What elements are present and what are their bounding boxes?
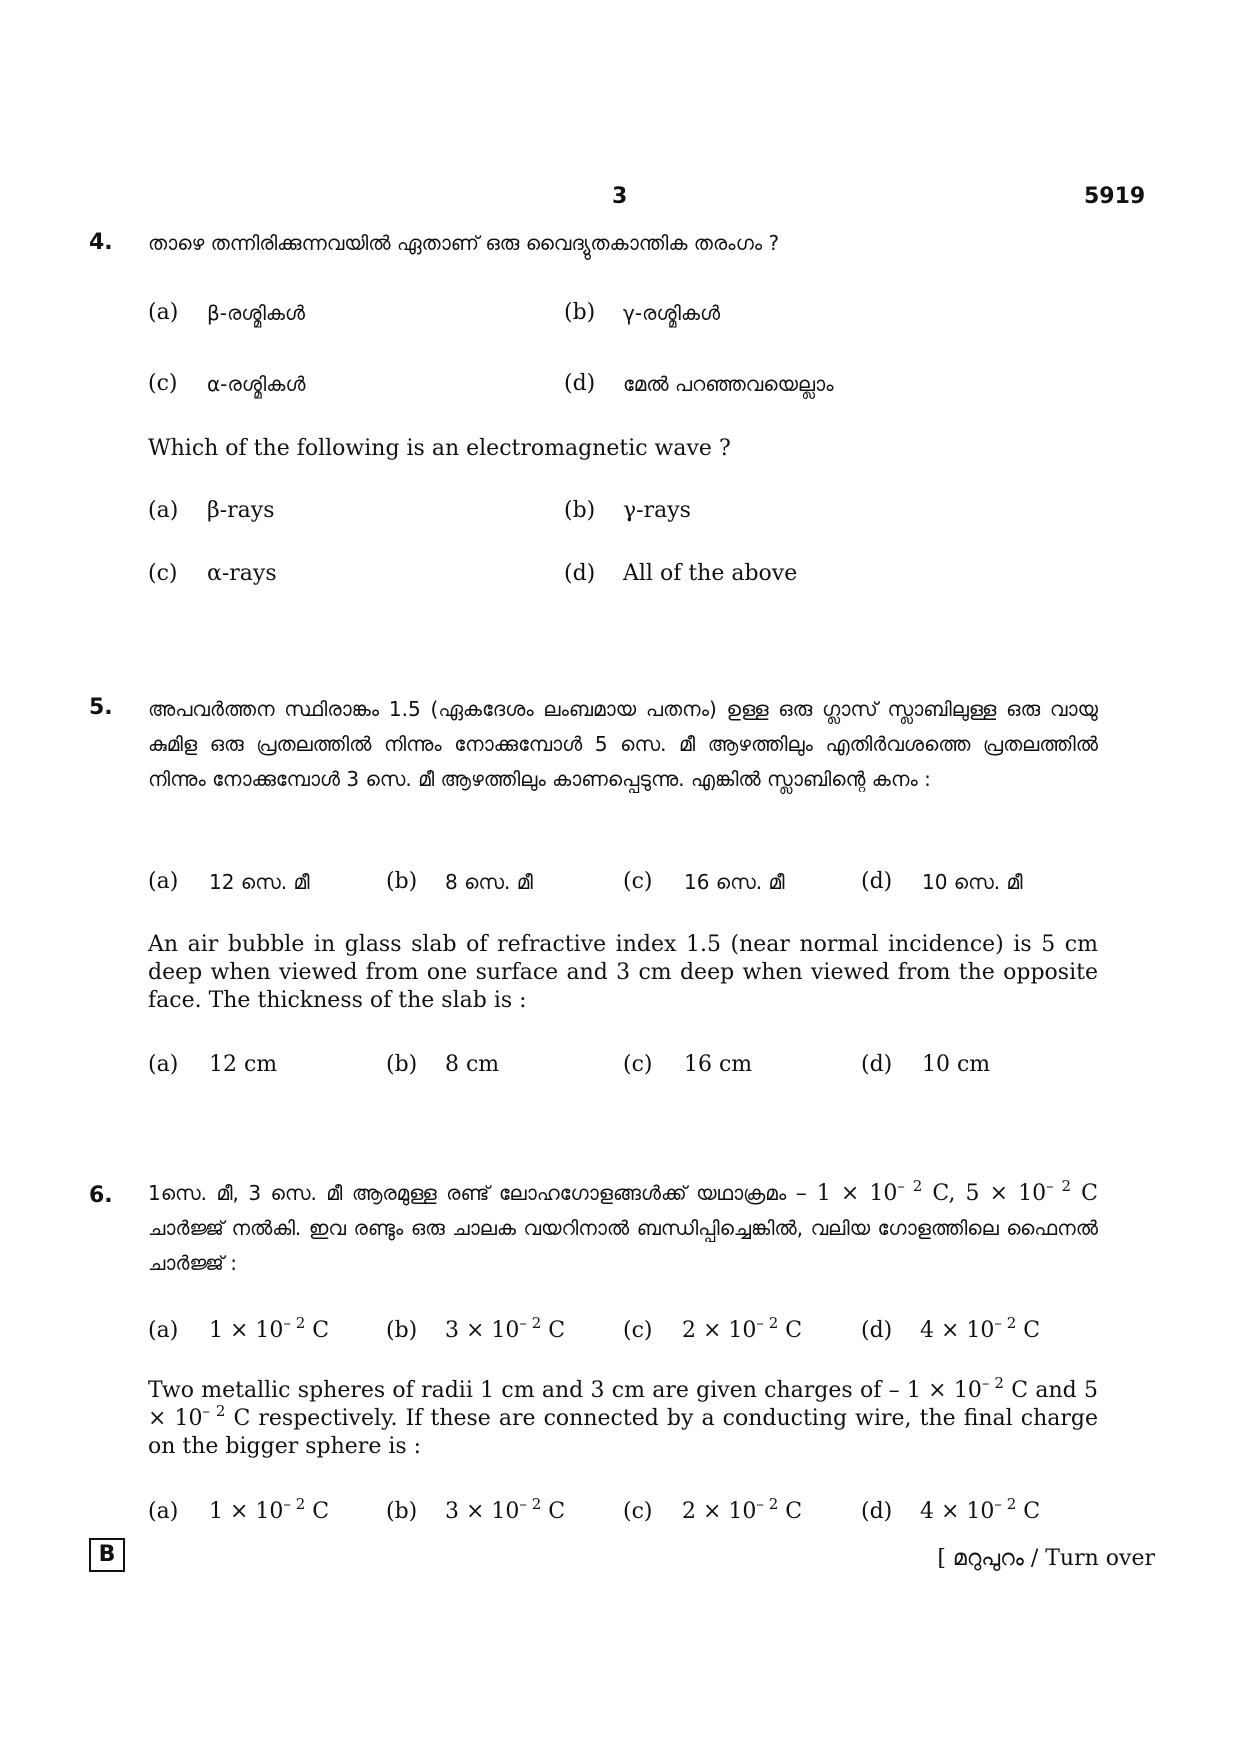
question-text-en: Which of the following is an electromagnetic wave ? xyxy=(148,436,731,461)
turn-over-label: [ മറുപുറം / Turn over xyxy=(937,1546,1155,1571)
option-label: (a) xyxy=(148,1499,179,1524)
page-number: 3 xyxy=(612,184,628,209)
option-label: (a) xyxy=(148,300,179,325)
option-label: (d) xyxy=(564,371,596,396)
exponent: – 2 xyxy=(897,1177,923,1195)
option-label: (b) xyxy=(386,1499,418,1524)
question-text-ml-part: 1സെ. മീ, 3 സെ. മീ ആരമുള്ള രണ്ട് ലോഹഗോളങ്ങൾക്ക് യഥാക്രമം xyxy=(148,1181,787,1205)
option-label: (b) xyxy=(386,869,418,894)
option-text: γ-രശ്മികൾ xyxy=(623,301,721,325)
option-label: (c) xyxy=(148,561,178,586)
option-label: (a) xyxy=(148,1052,179,1077)
option-text: All of the above xyxy=(623,561,798,586)
option-text: 8 cm xyxy=(445,1052,500,1077)
option-text: β-rays xyxy=(207,498,275,523)
charge-value: – 1 × 10 xyxy=(795,1181,898,1206)
option-text: 10 സെ. മീ xyxy=(922,870,1023,894)
version-box: B xyxy=(89,1538,125,1572)
question-text-en: An air bubble in glass slab of refractive index 1.5 (near normal incidence) is 5 cm deep when viewed from one surface and 3 cm deep when viewed from the opposite face. The thickness of the slab is : xyxy=(148,932,1098,1013)
option-label: (c) xyxy=(148,371,178,396)
option-label: (b) xyxy=(564,300,596,325)
option-label: (c) xyxy=(623,1318,653,1343)
option-text: β-രശ്മികൾ xyxy=(207,301,305,325)
option-label: (a) xyxy=(148,498,179,523)
option-label: (c) xyxy=(623,1499,653,1524)
question-text-ml: 1സെ. മീ, 3 സെ. മീ ആരമുള്ള രണ്ട് ലോഹഗോളങ്ങൾക്ക് യഥാക്രമം – $1 \times 10^{- 2}$ C, $5 \times 10^{- 2}$ C ചാർജ്ജ് നൽകി. ഇവ രണ്ടും ഒരു ചാലക വയറിനാൽ ബന്ധിപ്പിച്ചെങ്കിൽ, വലിയ ഗോളത്തിലെ ഫൈനൽ ചാർജ്ജ് : xyxy=(148,1177,1098,1275)
option-label: (d) xyxy=(564,561,596,586)
option-label: (d) xyxy=(861,1052,893,1077)
option-text: α-രശ്മികൾ xyxy=(207,372,306,396)
charge-value: 5 × 10 xyxy=(965,1181,1047,1206)
option-text: 12 സെ. മീ xyxy=(209,870,310,894)
option-text: 8 സെ. മീ xyxy=(445,870,533,894)
option-label: (a) xyxy=(148,869,179,894)
option-text: 10 cm xyxy=(922,1052,991,1077)
option-label: (b) xyxy=(386,1052,418,1077)
question-text-ml: താഴെ തന്നിരിക്കുന്നവയിൽ ഏതാണ് ഒരു വൈദ്യുതകാന്തിക തരംഗം ? xyxy=(148,231,780,255)
option-text: α-rays xyxy=(207,561,277,586)
exponent: – 2 xyxy=(1046,1177,1072,1195)
question-number: 5. xyxy=(89,695,113,720)
option-label: (d) xyxy=(861,869,893,894)
option-text: 16 cm xyxy=(684,1052,753,1077)
option-text: 12 cm xyxy=(209,1052,278,1077)
question-text-ml: അപവർത്തന സ്ഥിരാങ്കം 1.5 (ഏകദേശം ലംബമായ പതനം) ഉള്ള ഒരു ഗ്ലാസ് സ്ലാബിലുള്ള ഒരു വായു കുമിള ഒരു പ്രതലത്തിൽ നിന്നും നോക്കുമ്പോൾ 5 സെ. മീ ആഴത്തിലും എതിർവശത്തെ പ്രതലത്തിൽ നിന്നും നോക്കുമ്പോൾ 3 സെ. മീ ആഴത്തിലും കാണപ്പെടുന്നു. എങ്കിൽ സ്ലാബിന്റെ കനം : xyxy=(148,697,1098,791)
option-text: $4 \times 10^{- 2}$ C xyxy=(920,1495,1041,1524)
option-text: 16 സെ. മീ xyxy=(684,870,785,894)
option-text: $1 \times 10^{- 2}$ C xyxy=(209,1314,330,1343)
option-label: (c) xyxy=(623,869,653,894)
option-label: (b) xyxy=(386,1318,418,1343)
option-label: (d) xyxy=(861,1318,893,1343)
question-number: 4. xyxy=(89,230,113,255)
question-text-ml-part: ചാർജ്ജ് നൽകി. ഇവ രണ്ടും ഒരു ചാലക വയറിനാൽ ബന്ധിപ്പിച്ചെങ്കിൽ, വലിയ ഗോളത്തിലെ ഫൈനൽ ചാർജ്ജ് : xyxy=(148,1216,1098,1275)
option-text: $2 \times 10^{- 2}$ C xyxy=(682,1495,803,1524)
option-label: (a) xyxy=(148,1318,179,1343)
unit: C xyxy=(1081,1181,1098,1206)
option-text: $2 \times 10^{- 2}$ C xyxy=(682,1314,803,1343)
option-label: (c) xyxy=(623,1052,653,1077)
option-text: $3 \times 10^{- 2}$ C xyxy=(445,1495,566,1524)
unit: C xyxy=(932,1181,949,1206)
option-text: $3 \times 10^{- 2}$ C xyxy=(445,1314,566,1343)
option-text: $1 \times 10^{- 2}$ C xyxy=(209,1495,330,1524)
question-number: 6. xyxy=(89,1183,113,1208)
option-text: $4 \times 10^{- 2}$ C xyxy=(920,1314,1041,1343)
question-text-en: Two metallic spheres of radii 1 cm and 3 cm are given charges of – $1 \times 10^{- 2}$ C and $5 \times 10^{- 2}$ C respectively. If these are connected by a conducting wire, the final charge on the bigger sphere is : xyxy=(148,1374,1099,1459)
option-text: മേൽ പറഞ്ഞവയെല്ലാം xyxy=(623,372,834,396)
option-text: γ-rays xyxy=(623,498,691,523)
option-label: (d) xyxy=(861,1499,893,1524)
paper-code: 5919 xyxy=(1084,184,1146,209)
option-label: (b) xyxy=(564,498,596,523)
